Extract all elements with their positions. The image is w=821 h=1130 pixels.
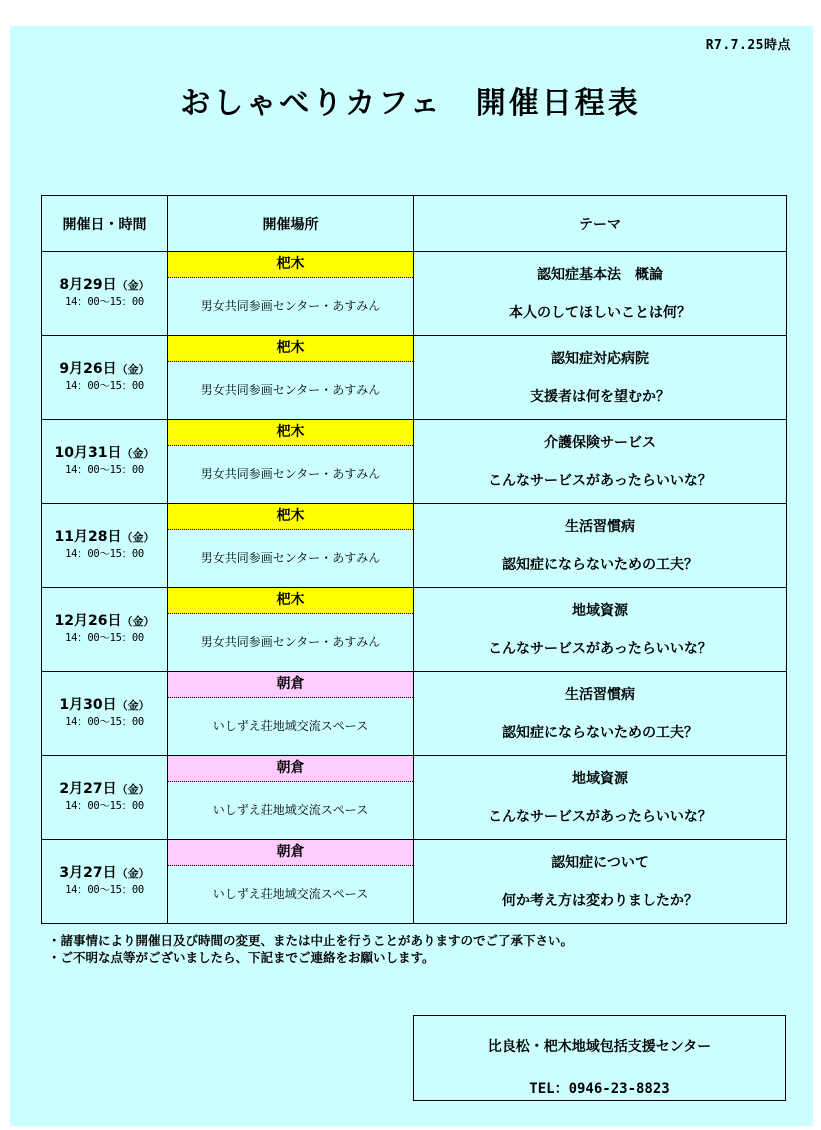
event-date-line (42, 358, 167, 378)
note-line: ・ご不明な点等がございましたら、下記までご連絡をお願いします。 (48, 950, 435, 965)
theme-cell (414, 840, 787, 924)
venue-name: 男女共同参画センター・あすみん (200, 635, 381, 649)
theme-title: 地域資源 (572, 770, 628, 787)
date-cell (42, 672, 168, 756)
place-cell (168, 840, 414, 924)
theme-question: こんなサービスがあったらいいな？ (488, 808, 712, 825)
header-venue: 開催場所 (168, 196, 414, 252)
event-weekday: （金） (116, 783, 150, 796)
table-row (42, 504, 787, 588)
event-date: 2月27日 (59, 781, 117, 797)
date-cell (42, 756, 168, 840)
event-date: 11月28日 (54, 529, 122, 545)
event-weekday: （金） (116, 699, 150, 712)
event-date-line (42, 610, 167, 630)
event-weekday: （金） (116, 279, 150, 292)
event-date-line (42, 862, 167, 882)
date-cell (42, 588, 168, 672)
table-row (42, 420, 787, 504)
venue-name: 男女共同参画センター・あすみん (200, 383, 381, 397)
place-cell (168, 504, 414, 588)
event-date: 10月31日 (54, 445, 122, 461)
contact-box (413, 1015, 786, 1101)
contact-phone: TEL：0946-23-8823 (529, 1081, 670, 1097)
date-cell (42, 252, 168, 336)
theme-question: 認知症にならないための工夫？ (502, 724, 698, 741)
table-header-row (42, 196, 787, 252)
place-cell (168, 252, 414, 336)
page-title: おしゃべりカフェ 開催日程表 (180, 86, 641, 121)
theme-title: 認知症について (551, 854, 649, 871)
table-row (42, 588, 787, 672)
theme-question: 支援者は何を望むか？ (530, 388, 670, 405)
theme-title: 認知症対応病院 (551, 350, 649, 367)
date-cell (42, 840, 168, 924)
table-row (42, 840, 787, 924)
event-date-line (42, 274, 167, 294)
theme-cell (414, 252, 787, 336)
place-cell (168, 756, 414, 840)
place-cell (168, 336, 414, 420)
event-time: 14：00～15：00 (65, 296, 144, 308)
notes (48, 932, 573, 966)
theme-question: こんなサービスがあったらいいな？ (488, 472, 712, 489)
venue-name: 男女共同参画センター・あすみん (200, 551, 381, 565)
event-time: 14：00～15：00 (65, 464, 144, 476)
event-date-line (42, 442, 167, 462)
area-label: 杷木 (168, 252, 413, 278)
event-time: 14：00～15：00 (65, 632, 144, 644)
event-time: 14：00～15：00 (65, 884, 144, 896)
theme-title: 地域資源 (572, 602, 628, 619)
venue-name: いしずえ荘地域交流スペース (212, 887, 369, 901)
venue-name: 男女共同参画センター・あすみん (200, 467, 381, 481)
event-date: 9月26日 (59, 361, 117, 377)
theme-cell (414, 336, 787, 420)
venue-name: 男女共同参画センター・あすみん (200, 299, 381, 313)
event-weekday: （金） (116, 867, 150, 880)
header-date: 開催日・時間 (42, 196, 168, 252)
area-label: 朝倉 (168, 672, 413, 698)
event-time: 14：00～15：00 (65, 716, 144, 728)
area-label: 杷木 (168, 420, 413, 446)
theme-question: 本人のしてほしいことは何？ (509, 304, 691, 321)
event-date-line (42, 778, 167, 798)
area-label: 朝倉 (168, 756, 413, 782)
area-label: 杷木 (168, 336, 413, 362)
event-weekday: （金） (116, 363, 150, 376)
theme-cell (414, 756, 787, 840)
event-date-line (42, 526, 167, 546)
date-cell (42, 336, 168, 420)
contact-organization: 比良松・杷木地域包括支援センター (487, 1039, 712, 1055)
theme-cell (414, 588, 787, 672)
area-label: 朝倉 (168, 840, 413, 866)
venue-name: いしずえ荘地域交流スペース (212, 719, 369, 733)
theme-cell (414, 504, 787, 588)
header-theme: テーマ (414, 196, 787, 252)
event-weekday: （金） (121, 615, 155, 628)
theme-title: 介護保険サービス (544, 434, 656, 451)
theme-question: 何か考え方は変わりましたか？ (502, 892, 698, 909)
place-cell (168, 420, 414, 504)
theme-title: 生活習慣病 (565, 686, 635, 703)
event-time: 14：00～15：00 (65, 548, 144, 560)
area-label: 杷木 (168, 504, 413, 530)
theme-cell (414, 672, 787, 756)
table-row (42, 756, 787, 840)
event-time: 14：00～15：00 (65, 380, 144, 392)
venue-name: いしずえ荘地域交流スペース (212, 803, 369, 817)
theme-cell (414, 420, 787, 504)
event-date-line (42, 694, 167, 714)
place-cell (168, 588, 414, 672)
event-date: 8月29日 (59, 277, 117, 293)
date-cell (42, 504, 168, 588)
theme-question: 認知症にならないための工夫？ (502, 556, 698, 573)
as-of-date: R7.7.25時点 (705, 38, 791, 53)
schedule-table (41, 195, 787, 924)
event-date: 3月27日 (59, 865, 117, 881)
date-cell (42, 420, 168, 504)
event-date: 12月26日 (54, 613, 122, 629)
area-label: 杷木 (168, 588, 413, 614)
event-weekday: （金） (121, 447, 155, 460)
place-cell (168, 672, 414, 756)
theme-question: こんなサービスがあったらいいな？ (488, 640, 712, 657)
table-row (42, 252, 787, 336)
note-line: ・諸事情により開催日及び時間の変更、または中止を行うことがありますのでご了承下さい。 (48, 933, 574, 948)
table-row (42, 672, 787, 756)
event-weekday: （金） (121, 531, 155, 544)
event-date: 1月30日 (59, 697, 117, 713)
table-row (42, 336, 787, 420)
event-time: 14：00～15：00 (65, 800, 144, 812)
theme-title: 認知症基本法 概論 (537, 266, 663, 283)
theme-title: 生活習慣病 (565, 518, 635, 535)
